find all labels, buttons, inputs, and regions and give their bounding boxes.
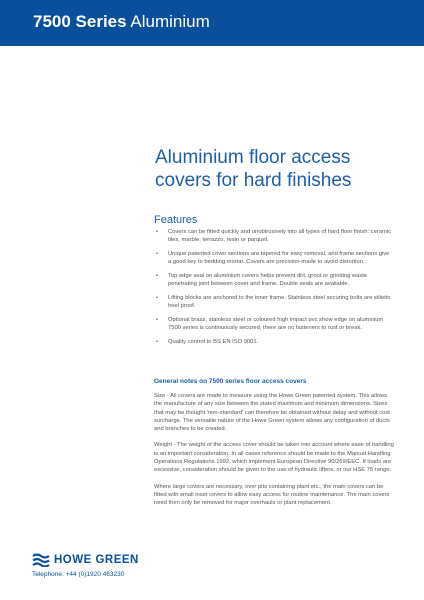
howe-green-logo <box>32 553 140 567</box>
feature-text: Quality control to BS EN ISO 9001. <box>168 339 259 345</box>
feature-item <box>154 250 394 266</box>
feature-text: Covers can be fitted quickly and unobtrusively into all types of hard floor finish: ceramic tiles, marble, terrazzo, resin or parquet. <box>168 229 391 243</box>
phone-number: Telephone: +44 (0)1920 463230 <box>32 571 125 578</box>
feature-item <box>154 338 394 346</box>
notes-heading: General notes on 7500 series floor access covers <box>154 378 307 385</box>
header-material: Aluminium <box>130 12 210 31</box>
bullet-icon: • <box>156 229 159 235</box>
feature-item <box>154 228 394 244</box>
feature-text: Lifting blocks are anchored to the inner frame. Stainless steel securing bolts are stiletto heel proof. <box>168 295 391 309</box>
logo-waves-icon <box>32 553 52 567</box>
header-title <box>33 11 210 33</box>
bullet-icon: • <box>156 273 159 279</box>
feature-text: Top edge seal on aluminium covers helps prevent dirt, grout or grinding waste penetrating joint between cover and frame. Double seals are available. <box>168 273 368 287</box>
bullet-icon: • <box>156 251 159 257</box>
feature-text: Optional brass, stainless steel or coloured high impact pvc show edge on aluminium 7500 series is continuously secured; there are no fasteners to rust or break. <box>168 317 384 331</box>
bullet-icon: • <box>156 317 159 323</box>
header-series: 7500 Series <box>33 12 127 31</box>
features-list <box>154 228 394 352</box>
notes-paragraph-size: Size - All covers are made to measure using the Howe Green patented system. This allows the manufacture of any size between the stated maximum and minimum dimensions. Sizes that may be thought 'non-standard' can therefore be obtained without delay and without cost surcharge. The versatile nature of the Howe Green system allows any configuration of ducts and branches to be created. <box>154 393 390 433</box>
notes-paragraph-weight: Weight - The weight of the access cover should be taken into account where ease of handling is an important consideration. In all cases reference should be made to the Manual Handling Operations Regulations 1992, which implement European Directive 90/269/EEC. If loads are excessive, consideration should be given to the use of hydraulic lifters, or our HSE 75 range. <box>154 442 394 474</box>
page-title <box>155 146 395 192</box>
logo-text: HOWE GREEN <box>54 554 139 566</box>
notes-paragraph-large-covers: Where large covers are necessary, over pits containing plant etc., the main covers can be fitted with small inset covers to allow easy access for routine maintenance. The main covers need then only be removed for major overhauls or plant replacement. <box>154 483 390 507</box>
feature-item <box>154 316 394 332</box>
bullet-icon: • <box>156 295 159 301</box>
general-notes <box>154 378 394 516</box>
feature-text: Unique patented cover sections are tapered for easy removal, and frame sections give a good key to bedding mortar. Covers are precision-made to avoid distortion. <box>168 251 390 265</box>
features-heading: Features <box>154 214 198 226</box>
feature-item <box>154 272 394 288</box>
page-title-line2: covers for hard finishes <box>155 170 352 191</box>
feature-item <box>154 294 394 310</box>
bullet-icon: • <box>156 339 159 345</box>
page-title-line1: Aluminium floor access <box>155 147 351 168</box>
